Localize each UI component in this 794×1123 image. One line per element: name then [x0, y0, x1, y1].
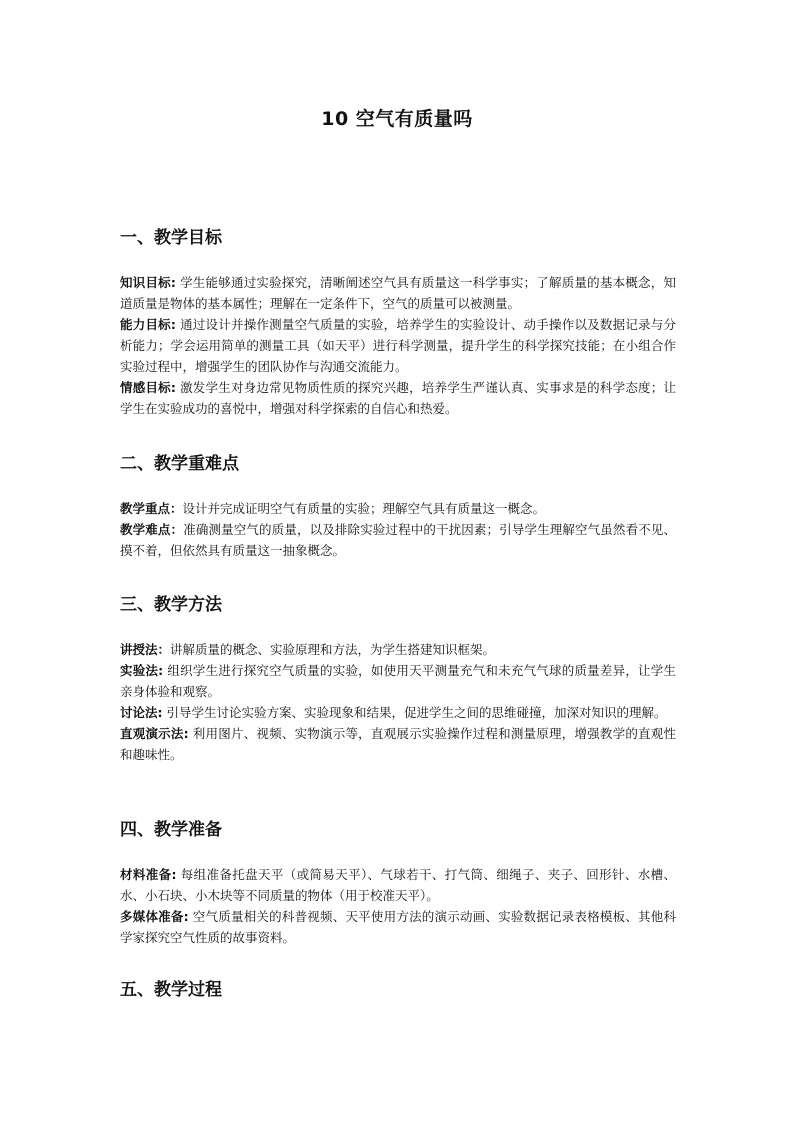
paragraph-material-preparation — [120, 864, 676, 906]
section-key-points — [120, 452, 676, 561]
paragraph-text: 引导学生讨论实验方案、实验现象和结果，促进学生之间的思维碰撞，加深对知识的理解。 — [162, 705, 667, 720]
paragraph-demonstration-method — [120, 723, 676, 765]
paragraph-ability-objective — [120, 314, 676, 377]
paragraph-discussion-method — [120, 702, 676, 723]
paragraph-text: 通过设计并操作测量空气质量的实验，培养学生的实验设计、动手操作以及数据记录与分析能力；学会运用简单的测量工具（如天平）进行科学测量，提升学生的科学探究技能；在小组合作实验过程中，增强学生的团队协作与沟通交流能力。 — [120, 317, 676, 374]
paragraph-multimedia-preparation — [120, 906, 676, 948]
paragraph-label: 直观演示法: — [120, 726, 189, 741]
section-heading: 四、教学准备 — [120, 820, 222, 840]
paragraph-difficulty — [120, 519, 676, 561]
paragraph-label: 能力目标: — [120, 317, 176, 332]
document-title: 10 空气有质量吗 — [321, 108, 473, 130]
paragraph-text: 利用图片、视频、实物演示等，直观展示实验操作过程和测量原理，增强教学的直观性和趣味性。 — [120, 726, 676, 762]
paragraph-text: 每组准备托盘天平（或简易天平）、气球若干、打气筒、细绳子、夹子、回形针、水槽、水、小石块、小木块等不同质量的物体（用于校准天平）。 — [120, 867, 676, 903]
paragraph-label: 教学重点： — [120, 501, 183, 516]
section-heading: 二、教学重难点 — [120, 454, 239, 474]
paragraph-label: 讲授法： — [120, 642, 171, 657]
paragraph-label: 讨论法: — [120, 705, 163, 720]
section-teaching-preparation — [120, 818, 676, 948]
paragraph-label: 材料准备: — [120, 867, 177, 882]
paragraph-text: 激发学生对身边常见物质性质的探究兴趣，培养学生严谨认真、实事求是的科学态度；让学生在实验成功的喜悦中，增强对科学探索的自信心和热爱。 — [120, 380, 676, 416]
paragraph-label: 教学难点： — [120, 522, 184, 537]
paragraph-experiment-method — [120, 660, 676, 702]
paragraph-text: 设计并完成证明空气有质量的实验；理解空气具有质量这一概念。 — [182, 501, 546, 516]
section-teaching-objectives — [120, 226, 676, 419]
paragraph-emotion-objective — [120, 377, 676, 419]
paragraph-text: 准确测量空气的质量，以及排除实验过程中的干扰因素；引导学生理解空气虽然看不见、摸不着，但依然具有质量这一抽象概念。 — [120, 522, 676, 558]
paragraph-text: 空气质量相关的科普视频、天平使用方法的演示动画、实验数据记录表格模板、其他科学家探究空气性质的故事资料。 — [120, 909, 676, 945]
paragraph-lecture-method — [120, 639, 676, 660]
paragraph-key-point — [120, 498, 676, 519]
section-heading: 五、教学过程 — [120, 980, 222, 1000]
section-teaching-methods — [120, 593, 676, 765]
paragraph-text: 讲解质量的概念、实验原理和方法，为学生搭建知识框架。 — [170, 642, 496, 657]
section-heading: 一、教学目标 — [120, 228, 222, 248]
paragraph-label: 实验法: — [120, 663, 164, 678]
paragraph-label: 多媒体准备: — [120, 909, 189, 924]
paragraph-label: 知识目标: — [120, 275, 176, 290]
section-heading: 三、教学方法 — [120, 595, 222, 615]
paragraph-text: 组织学生进行探究空气质量的实验，如使用天平测量充气和未充气气球的质量差异，让学生亲身体验和观察。 — [120, 663, 676, 699]
section-teaching-process — [120, 978, 676, 1024]
paragraph-label: 情感目标: — [120, 380, 176, 395]
paragraph-knowledge-objective — [120, 272, 676, 314]
paragraph-text: 学生能够通过实验探究，清晰阐述空气具有质量这一科学事实；了解质量的基本概念，知道质量是物体的基本属性；理解在一定条件下，空气的质量可以被测量。 — [120, 275, 676, 311]
